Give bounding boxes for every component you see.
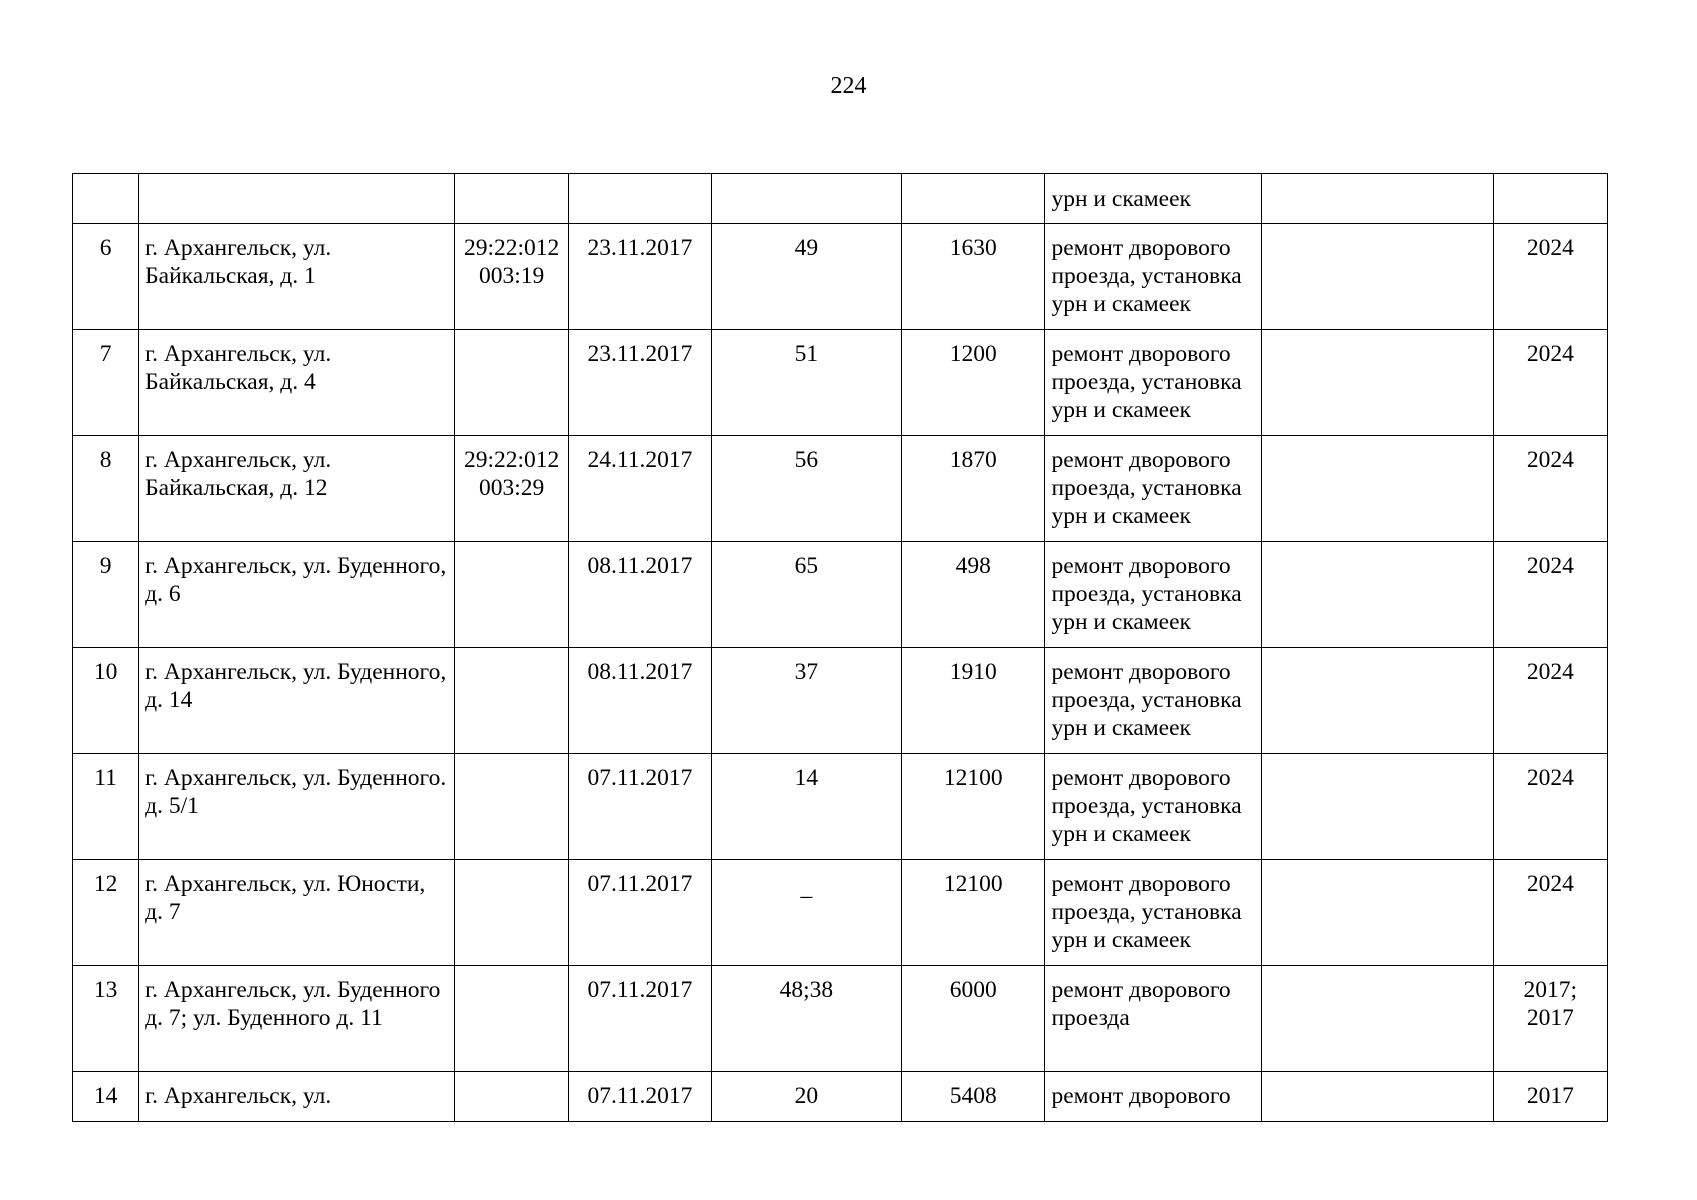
works-cell: ремонт дворового проезда, установка урн и скамеек — [1045, 860, 1262, 966]
table-row — [73, 330, 1608, 436]
year-cell: 2017 — [1493, 1072, 1607, 1122]
year-cell: 2017; 2017 — [1493, 966, 1607, 1072]
yard-improvement-table — [72, 173, 1608, 1122]
flats-cell — [711, 860, 901, 966]
row-number: 11 — [73, 754, 139, 860]
area-cell: 6000 — [902, 966, 1045, 1072]
cadastral-number-cell — [454, 754, 568, 860]
year-cell: 2024 — [1493, 436, 1607, 542]
works-cell: ремонт дворового проезда, установка урн и скамеек — [1045, 648, 1262, 754]
address-cell: г. Архангельск, ул. Буденного, д. 6 — [139, 542, 455, 648]
date-cell: 07.11.2017 — [569, 754, 711, 860]
year-cell — [1493, 174, 1607, 224]
area-cell: 5408 — [902, 1072, 1045, 1122]
area-cell — [902, 174, 1045, 224]
table-row — [73, 648, 1608, 754]
year-cell: 2024 — [1493, 648, 1607, 754]
note-cell — [1262, 1072, 1494, 1122]
table-row — [73, 174, 1608, 224]
works-cell: ремонт дворового проезда, установка урн и скамеек — [1045, 224, 1262, 330]
cadastral-number-cell — [454, 174, 568, 224]
row-number: 8 — [73, 436, 139, 542]
note-cell — [1262, 542, 1494, 648]
cadastral-number-cell — [454, 648, 568, 754]
year-cell: 2024 — [1493, 542, 1607, 648]
works-cell: ремонт дворового проезда, установка урн и скамеек — [1045, 330, 1262, 436]
works-cell: урн и скамеек — [1045, 174, 1262, 224]
year-cell: 2024 — [1493, 330, 1607, 436]
note-cell — [1262, 648, 1494, 754]
flats-cell: 48;38 — [711, 966, 901, 1072]
works-cell: ремонт дворового проезда, установка урн и скамеек — [1045, 436, 1262, 542]
address-cell — [139, 174, 455, 224]
note-cell — [1262, 966, 1494, 1072]
row-number: 14 — [73, 1072, 139, 1122]
row-number: 13 — [73, 966, 139, 1072]
table-row — [73, 860, 1608, 966]
address-cell: г. Архангельск, ул. Буденного. д. 5/1 — [139, 754, 455, 860]
area-cell: 12100 — [902, 754, 1045, 860]
page-number: 224 — [830, 73, 867, 99]
address-cell: г. Архангельск, ул. Буденного д. 7; ул. Буденного д. 11 — [139, 966, 455, 1072]
note-cell — [1262, 330, 1494, 436]
note-cell — [1262, 754, 1494, 860]
flats-cell — [711, 174, 901, 224]
address-cell: г. Архангельск, ул. Байкальская, д. 4 — [139, 330, 455, 436]
year-cell: 2024 — [1493, 860, 1607, 966]
note-cell — [1262, 860, 1494, 966]
table-row — [73, 542, 1608, 648]
row-number — [73, 174, 139, 224]
row-number: 9 — [73, 542, 139, 648]
address-cell: г. Архангельск, ул. Буденного, д. 14 — [139, 648, 455, 754]
works-cell: ремонт дворового проезда — [1045, 966, 1262, 1072]
cadastral-number-cell — [454, 860, 568, 966]
table-row — [73, 436, 1608, 542]
area-cell: 498 — [902, 542, 1045, 648]
flats-cell: 14 — [711, 754, 901, 860]
flats-cell: 65 — [711, 542, 901, 648]
cadastral-number-cell — [454, 542, 568, 648]
area-cell: 1200 — [902, 330, 1045, 436]
cadastral-number-cell — [454, 1072, 568, 1122]
date-cell: 07.11.2017 — [569, 1072, 711, 1122]
row-number: 6 — [73, 224, 139, 330]
area-cell: 1870 — [902, 436, 1045, 542]
address-cell: г. Архангельск, ул. Байкальская, д. 1 — [139, 224, 455, 330]
cadastral-number-cell — [454, 966, 568, 1072]
area-cell: 1910 — [902, 648, 1045, 754]
date-cell — [569, 174, 711, 224]
area-cell: 12100 — [902, 860, 1045, 966]
date-cell: 08.11.2017 — [569, 648, 711, 754]
flats-cell: 56 — [711, 436, 901, 542]
date-cell: 07.11.2017 — [569, 966, 711, 1072]
date-cell: 23.11.2017 — [569, 330, 711, 436]
flats-dash: _ — [800, 875, 813, 901]
table-row — [73, 754, 1608, 860]
flats-cell: 51 — [711, 330, 901, 436]
note-cell — [1262, 436, 1494, 542]
table-row — [73, 224, 1608, 330]
row-number: 7 — [73, 330, 139, 436]
works-cell: ремонт дворового — [1045, 1072, 1262, 1122]
table-row — [73, 1072, 1608, 1122]
address-cell: г. Архангельск, ул. — [139, 1072, 455, 1122]
date-cell: 23.11.2017 — [569, 224, 711, 330]
area-cell: 1630 — [902, 224, 1045, 330]
flats-cell: 37 — [711, 648, 901, 754]
year-cell: 2024 — [1493, 224, 1607, 330]
year-cell: 2024 — [1493, 754, 1607, 860]
date-cell: 24.11.2017 — [569, 436, 711, 542]
cadastral-number-cell: 29:22:012 003:29 — [454, 436, 568, 542]
cadastral-number-cell: 29:22:012 003:19 — [454, 224, 568, 330]
date-cell: 08.11.2017 — [569, 542, 711, 648]
table-row — [73, 966, 1608, 1072]
cadastral-number-cell — [454, 330, 568, 436]
works-cell: ремонт дворового проезда, установка урн и скамеек — [1045, 754, 1262, 860]
row-number: 12 — [73, 860, 139, 966]
date-cell: 07.11.2017 — [569, 860, 711, 966]
flats-cell: 49 — [711, 224, 901, 330]
works-cell: ремонт дворового проезда, установка урн и скамеек — [1045, 542, 1262, 648]
row-number: 10 — [73, 648, 139, 754]
note-cell — [1262, 224, 1494, 330]
address-cell: г. Архангельск, ул. Юности, д. 7 — [139, 860, 455, 966]
address-cell: г. Архангельск, ул. Байкальская, д. 12 — [139, 436, 455, 542]
flats-cell: 20 — [711, 1072, 901, 1122]
note-cell — [1262, 174, 1494, 224]
